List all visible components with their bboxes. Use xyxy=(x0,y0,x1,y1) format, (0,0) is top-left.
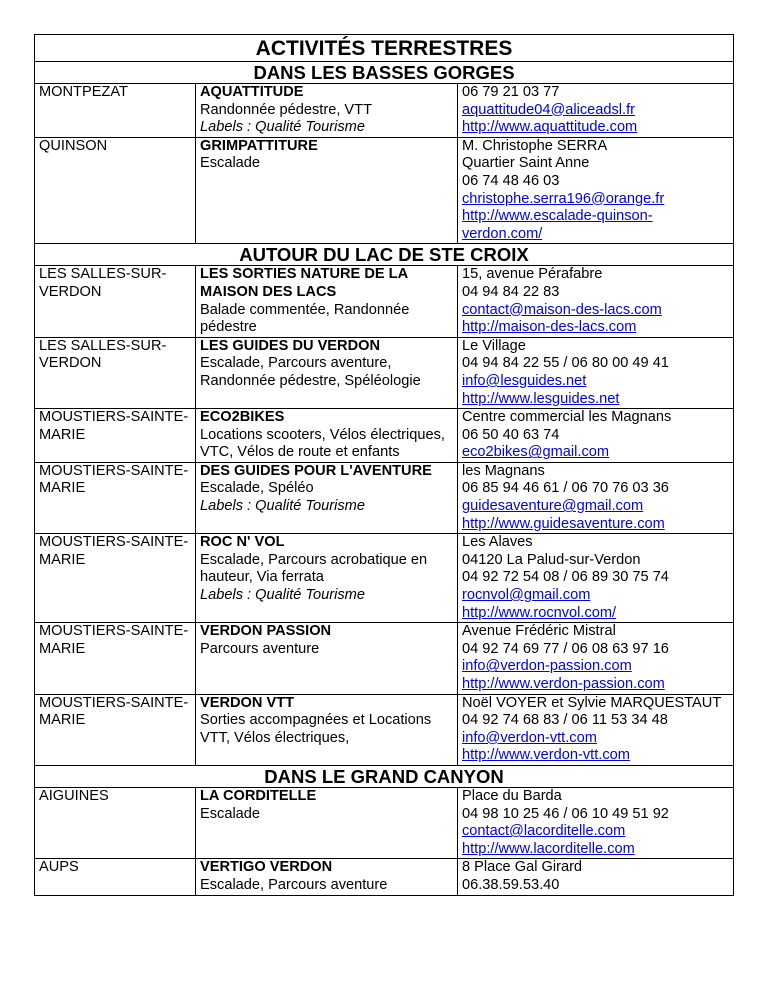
website-link[interactable]: http://www.rocnvol.com/ xyxy=(462,604,617,621)
website-link[interactable]: http://www.verdon-vtt.com xyxy=(462,747,630,764)
provider-name: VERDON VTT xyxy=(200,694,295,711)
activity-list: Locations scooters, Vélos électriques, VTC, Vélos de route et enfants xyxy=(200,426,445,461)
email-link[interactable]: eco2bikes@gmail.com xyxy=(462,444,610,461)
contact-line: Les Alaves xyxy=(462,534,533,551)
contact-line: 06 74 48 46 03 xyxy=(462,172,560,189)
website-link[interactable]: http://www.aquattitude.com xyxy=(462,119,638,136)
section-heading: DANS LES BASSES GORGES xyxy=(35,62,734,84)
provider-name: DES GUIDES POUR L'AVENTURE xyxy=(200,462,432,479)
activity-cell xyxy=(196,787,458,858)
contact-line: 04 92 74 68 83 / 06 11 53 34 48 xyxy=(462,712,668,729)
contact-line: Avenue Frédéric Mistral xyxy=(462,623,616,640)
contact-cell xyxy=(458,859,734,895)
section-heading: DANS LE GRAND CANYON xyxy=(35,765,734,787)
activity-cell xyxy=(196,623,458,694)
contact-cell xyxy=(458,787,734,858)
town-cell: QUINSON xyxy=(35,137,196,244)
website-link[interactable]: http://www.escalade-quinson-verdon.com/ xyxy=(462,208,653,242)
email-link[interactable]: info@verdon-passion.com xyxy=(462,658,632,675)
activity-list: Escalade, Parcours aventure xyxy=(200,876,388,893)
contact-cell xyxy=(458,462,734,533)
contact-line: 04120 La Palud-sur-Verdon xyxy=(462,551,641,568)
activity-cell xyxy=(196,694,458,765)
activity-list: Balade commentée, Randonnée pédestre xyxy=(200,301,410,336)
contact-line: M. Christophe SERRA xyxy=(462,137,608,154)
table-row xyxy=(35,409,734,463)
activity-list: Escalade, Parcours aventure, Randonnée pédestre, Spéléologie xyxy=(200,355,421,389)
quality-label: Labels : Qualité Tourisme xyxy=(200,498,365,515)
activity-cell xyxy=(196,337,458,408)
town-cell: AUPS xyxy=(35,859,196,895)
table-row xyxy=(35,787,734,858)
provider-name: VERTIGO VERDON xyxy=(200,859,333,876)
town-cell: MOUSTIERS-SAINTE-MARIE xyxy=(35,534,196,623)
provider-name: AQUATTITUDE xyxy=(200,84,304,100)
email-link[interactable]: aquattitude04@aliceadsl.fr xyxy=(462,101,636,118)
town-cell: AIGUINES xyxy=(35,787,196,858)
contact-line: 04 98 10 25 46 / 06 10 49 51 92 xyxy=(462,805,669,822)
contact-line: 06 79 21 03 77 xyxy=(462,84,560,100)
contact-cell xyxy=(458,137,734,244)
website-link[interactable]: http://www.verdon-passion.com xyxy=(462,676,665,692)
contact-line: Le Village xyxy=(462,337,526,354)
quality-label: Labels : Qualité Tourisme xyxy=(200,119,365,136)
activity-list: Sorties accompagnées et Locations VTT, Vélos électriques, xyxy=(200,712,432,746)
activity-list: Escalade, Spéléo xyxy=(200,480,314,497)
activity-list: Parcours aventure xyxy=(200,640,320,657)
quality-label: Labels : Qualité Tourisme xyxy=(200,587,365,604)
website-link[interactable]: http://www.lacorditelle.com xyxy=(462,840,635,857)
email-link[interactable]: info@lesguides.net xyxy=(462,372,587,389)
activity-list: Escalade xyxy=(200,805,261,822)
contact-line: 04 94 84 22 55 / 06 80 00 49 41 xyxy=(462,355,669,372)
activity-cell xyxy=(196,534,458,623)
provider-name: LA CORDITELLE xyxy=(200,787,317,804)
provider-name: ECO2BIKES xyxy=(200,409,285,426)
contact-line: 04 94 84 22 83 xyxy=(462,283,560,300)
page-title: ACTIVITÉS TERRESTRES xyxy=(35,35,734,62)
contact-line: 06.38.59.53.40 xyxy=(462,876,560,893)
town-cell: LES SALLES-SUR-VERDON xyxy=(35,337,196,408)
contact-cell xyxy=(458,266,734,337)
contact-line: 8 Place Gal Girard xyxy=(462,859,583,876)
contact-line: 06 85 94 46 61 / 06 70 76 03 36 xyxy=(462,480,669,497)
town-cell: MONTPEZAT xyxy=(35,84,196,138)
email-link[interactable]: rocnvol@gmail.com xyxy=(462,587,591,604)
email-link[interactable]: info@verdon-vtt.com xyxy=(462,729,597,746)
contact-cell xyxy=(458,409,734,463)
town-cell: MOUSTIERS-SAINTE-MARIE xyxy=(35,623,196,694)
table-row xyxy=(35,462,734,533)
contact-cell xyxy=(458,337,734,408)
website-link[interactable]: http://maison-des-lacs.com xyxy=(462,319,637,336)
activities-sheet xyxy=(34,34,733,896)
contact-cell xyxy=(458,694,734,765)
contact-line: Quartier Saint Anne xyxy=(462,155,590,172)
website-link[interactable]: http://www.lesguides.net xyxy=(462,390,620,407)
activity-cell xyxy=(196,859,458,895)
town-cell: MOUSTIERS-SAINTE-MARIE xyxy=(35,694,196,765)
table-row xyxy=(35,623,734,694)
contact-cell xyxy=(458,84,734,138)
table-row xyxy=(35,694,734,765)
activity-cell xyxy=(196,409,458,463)
contact-line: 06 50 40 63 74 xyxy=(462,426,560,443)
activity-cell xyxy=(196,137,458,244)
section-heading: AUTOUR DU LAC DE STE CROIX xyxy=(35,244,734,266)
website-link[interactable]: http://www.guidesaventure.com xyxy=(462,515,665,532)
contact-line: les Magnans xyxy=(462,462,545,479)
provider-name: ROC N' VOL xyxy=(200,534,285,551)
activity-cell xyxy=(196,266,458,337)
table-row xyxy=(35,337,734,408)
contact-line: 04 92 72 54 08 / 06 89 30 75 74 xyxy=(462,569,669,586)
table-row xyxy=(35,137,734,244)
provider-name: VERDON PASSION xyxy=(200,623,332,640)
contact-cell xyxy=(458,534,734,623)
contact-line: Noël VOYER et Sylvie MARQUESTAUT xyxy=(462,694,722,711)
table-row xyxy=(35,266,734,337)
table-row xyxy=(35,859,734,895)
town-cell: MOUSTIERS-SAINTE-MARIE xyxy=(35,409,196,463)
town-cell: LES SALLES-SUR-VERDON xyxy=(35,266,196,337)
activity-list: Escalade, Parcours acrobatique en hauteur, Via ferrata xyxy=(200,551,428,586)
contact-line: 15, avenue Pérafabre xyxy=(462,266,603,283)
town-cell: MOUSTIERS-SAINTE-MARIE xyxy=(35,462,196,533)
activity-list: Escalade xyxy=(200,155,261,172)
email-link[interactable]: guidesaventure@gmail.com xyxy=(462,498,644,515)
contact-cell xyxy=(458,623,734,694)
activities-table xyxy=(34,34,734,896)
email-link[interactable]: contact@maison-des-lacs.com xyxy=(462,301,662,318)
activity-cell xyxy=(196,462,458,533)
email-link[interactable]: christophe.serra196@orange.fr xyxy=(462,190,665,207)
contact-line: Place du Barda xyxy=(462,787,562,804)
contact-line: 04 92 74 69 77 / 06 08 63 97 16 xyxy=(462,640,669,657)
activity-cell xyxy=(196,84,458,138)
table-row xyxy=(35,534,734,623)
provider-name: LES GUIDES DU VERDON xyxy=(200,337,381,354)
table-row xyxy=(35,84,734,138)
contact-line: Centre commercial les Magnans xyxy=(462,409,672,426)
provider-name: LES SORTIES NATURE DE LA MAISON DES LACS xyxy=(200,266,408,300)
activity-list: Randonnée pédestre, VTT xyxy=(200,101,372,118)
provider-name: GRIMPATTITURE xyxy=(200,137,318,154)
email-link[interactable]: contact@lacorditelle.com xyxy=(462,823,626,840)
